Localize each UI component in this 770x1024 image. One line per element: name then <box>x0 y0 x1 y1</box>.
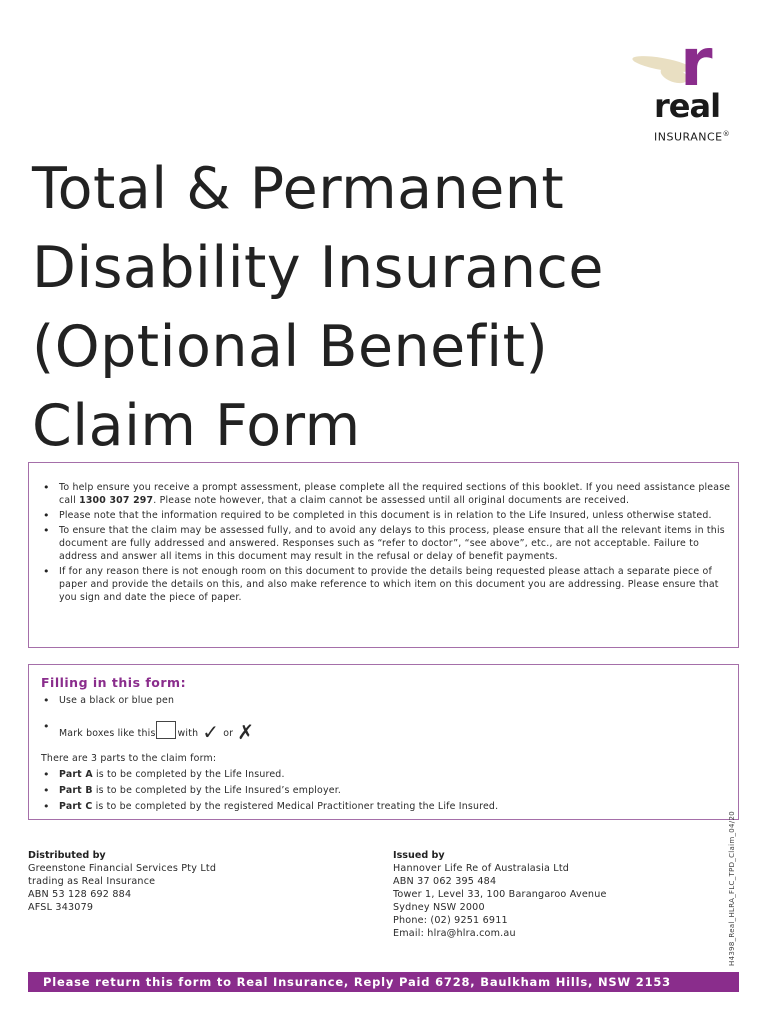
distributed-line: trading as Real Insurance <box>28 876 156 887</box>
instruction-item: • Please note that the information required to be completed in this document is in relation to the Life Insured, unless otherwise stated. <box>41 509 731 522</box>
issued-by-block <box>393 849 693 940</box>
part-c-item: • Part C is to be completed by the registered Medical Practitioner treating the Life Insured. <box>41 801 498 813</box>
instruction-item: • If for any reason there is not enough room on this document to provide the details being requested please attach a separate piece of paper and provide the details on this, and also make reference to which item on this document you are addressing. Please ensure that you sign and date the piece of paper. <box>41 565 731 604</box>
pen-instruction: • Use a black or blue pen <box>41 695 174 707</box>
distributed-line: ABN 53 128 692 884 <box>28 889 132 900</box>
issued-heading: Issued by <box>393 850 445 861</box>
return-address-banner: Please return this form to Real Insurance, Reply Paid 6728, Baulkham Hills, NSW 2153 <box>28 972 739 992</box>
instruction-item: • To ensure that the claim may be assessed fully, and to avoid any delays to this process, please ensure that all the relevant items in this document are fully addressed and answered. Responses such as “refer to doctor”, “see above”, etc., are not acceptable. Failure to address and answer all items in this document may result in the refusal or delay of benefit payments. <box>41 524 731 563</box>
part-b-item: • Part B is to be completed by the Life Insured’s employer. <box>41 785 341 797</box>
title-line: Claim Form <box>32 393 361 459</box>
mark-instruction: • Mark boxes like this with ✓ or ✗ <box>41 721 254 740</box>
issued-line: Tower 1, Level 33, 100 Barangaroo Avenue <box>393 889 607 900</box>
title-line: Disability Insurance <box>32 235 604 301</box>
issued-line: Phone: (02) 9251 6911 <box>393 915 508 926</box>
real-insurance-logo <box>630 24 742 146</box>
distributed-line: Greenstone Financial Services Pty Ltd <box>28 863 217 874</box>
instructions-box <box>28 462 739 648</box>
issued-line: Sydney NSW 2000 <box>393 902 485 913</box>
part-a-item: • Part A is to be completed by the Life Insured. <box>41 769 285 781</box>
parts-intro: There are 3 parts to the claim form: <box>41 753 217 764</box>
distributed-by-block <box>28 849 328 914</box>
issued-line: Hannover Life Re of Australasia Ltd <box>393 863 570 874</box>
filling-in-form-box <box>28 664 739 820</box>
claims-phone: 1300 307 297 <box>79 495 154 506</box>
document-code: H4398_Real_HLRA_FLC_TPD_Claim_04/20 <box>728 811 736 966</box>
issued-line: ABN 37 062 395 484 <box>393 876 497 887</box>
logo-subtitle: INSURANCE® <box>654 130 731 144</box>
instructions-list <box>41 481 731 606</box>
logo-r-mark: r <box>680 24 713 101</box>
example-checkbox <box>156 721 176 739</box>
logo-wordmark: real <box>654 87 721 125</box>
title-line: Total & Permanent <box>32 156 565 222</box>
cross-icon: ✗ <box>237 720 255 744</box>
tick-icon: ✓ <box>202 720 220 744</box>
distributed-heading: Distributed by <box>28 850 106 861</box>
page-title <box>32 150 672 466</box>
filling-heading: Filling in this form: <box>41 675 187 690</box>
distributed-line: AFSL 343079 <box>28 902 94 913</box>
instruction-item: • To help ensure you receive a prompt assessment, please complete all the required sections of this booklet. If you need assistance please call 1300 307 297. Please note however, that a claim cannot be assessed until all original documents are received. <box>41 481 731 507</box>
issued-email: Email: hlra@hlra.com.au <box>393 928 516 939</box>
title-line: (Optional Benefit) <box>32 314 549 380</box>
